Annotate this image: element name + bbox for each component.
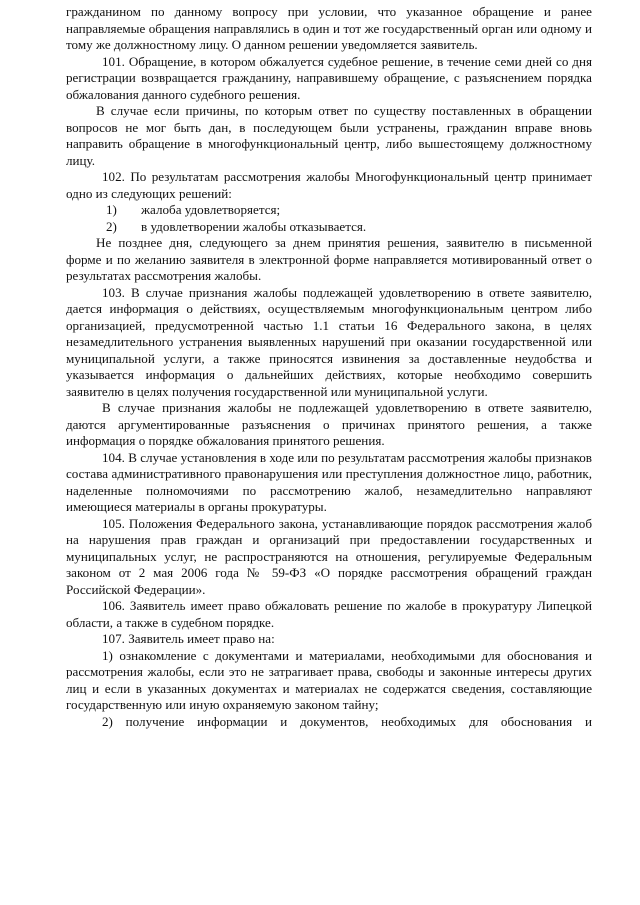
word: и xyxy=(584,713,592,729)
word: обоснования xyxy=(500,713,573,729)
list-item-number: 2) xyxy=(106,218,117,234)
list-item xyxy=(66,219,592,236)
paragraph-reasons-eliminated: В случае если причины, по которым ответ по существу поставленных в обращении вопросов не мог быть дан, в последующем были устранены, гражданин вправе вновь направить обращение в многофункциональный центр, либо вышестоящему должностному лицу. xyxy=(66,103,592,168)
list-item-text: жалоба удовлетворяется; xyxy=(141,202,281,217)
list-item-text: в удовлетворении жалобы отказывается. xyxy=(141,218,367,234)
list-item xyxy=(66,202,592,219)
word: и xyxy=(280,713,288,729)
paragraph-refusal: В случае признания жалобы не подлежащей удовлетворению в ответе заявителю, даются аргументированные разъяснения о причинах принятого решения, а также информация о порядке обжалования принятого решения. xyxy=(66,400,592,448)
word: для xyxy=(468,713,489,729)
word: 2) xyxy=(102,713,113,729)
paragraph-101: 101. Обращение, в котором обжалуется судебное решение, в течение семи дней со дня регистрации возвращается гражданину, направившему обращение, с разъяснением порядка обжалования данного судебного решения. xyxy=(66,53,592,102)
paragraph-107-item-2-partial xyxy=(66,714,592,731)
paragraph-106: 106. Заявитель имеет право обжаловать решение по жалобе в прокуратуру Липецкой области, а также в судебном порядке. xyxy=(66,598,592,630)
paragraph-intro-continuation: гражданином по данному вопросу при условии, что указанное обращение и ранее направляемые обращения направлялись в один и тот же государственный орган или одному и тому же должностному лицу. О данном решении уведомляется заявитель. xyxy=(66,4,592,52)
paragraph-107-item-1: 1) ознакомление с документами и материалами, необходимыми для обоснования и рассмотрения жалобы, если это не затрагивает права, свободы и законные интересы других лиц и если в указанных документах и материалах не содержатся сведения, составляющие государственную или иную охраняемую законом тайну; xyxy=(66,647,592,712)
list-item-number: 1) xyxy=(106,202,117,217)
paragraph-102: 102. По результатам рассмотрения жалобы Многофункциональный центр принимает одно из следующих решений: xyxy=(66,169,592,201)
paragraph-107: 107. Заявитель имеет право на: xyxy=(102,631,275,646)
word: информации xyxy=(197,713,268,729)
word: получение xyxy=(125,713,185,729)
paragraph-105: 105. Положения Федерального закона, устанавливающие порядок рассмотрения жалоб на нарушения прав граждан и организаций при предоставлении государственных и муниципальных услуг, не распространяются на отношения, регулируемые Федеральным законом от 2 мая 2006 года № 59-ФЗ «О порядке рассмотрения обращений граждан Российской Федерации». xyxy=(66,515,592,597)
paragraph-103: 103. В случае признания жалобы подлежащей удовлетворению в ответе заявителю, дается информация о действиях, осуществляемым многофункциональным центром либо организацией, предусмотренной частью 1.1 статьи 16 Федерального закона, в целях незамедлительного устранения выявленных нарушений при оказании государственной или муниципальной услуги, а также приносятся извинения за доставленные неудобства и указывается информация о дальнейших действиях, которые необходимо совершить заявителю в целях получения государственной или муниципальной услуги. xyxy=(66,284,592,399)
word: необходимых xyxy=(381,713,457,729)
word: документов, xyxy=(300,713,369,729)
paragraph-response-deadline: Не позднее дня, следующего за днем принятия решения, заявителю в письменной форме и по желанию заявителя в электронной форме направляется мотивированный ответ о результатах рассмотрения жалобы. xyxy=(66,235,592,283)
paragraph-104: 104. В случае установления в ходе или по результатам рассмотрения жалобы признаков состава административного правонарушения или преступления должностное лицо, работник, наделенные полномочиями по рассмотрению жалоб, незамедлительно направляют имеющиеся материалы в органы прокуратуры. xyxy=(66,449,592,514)
